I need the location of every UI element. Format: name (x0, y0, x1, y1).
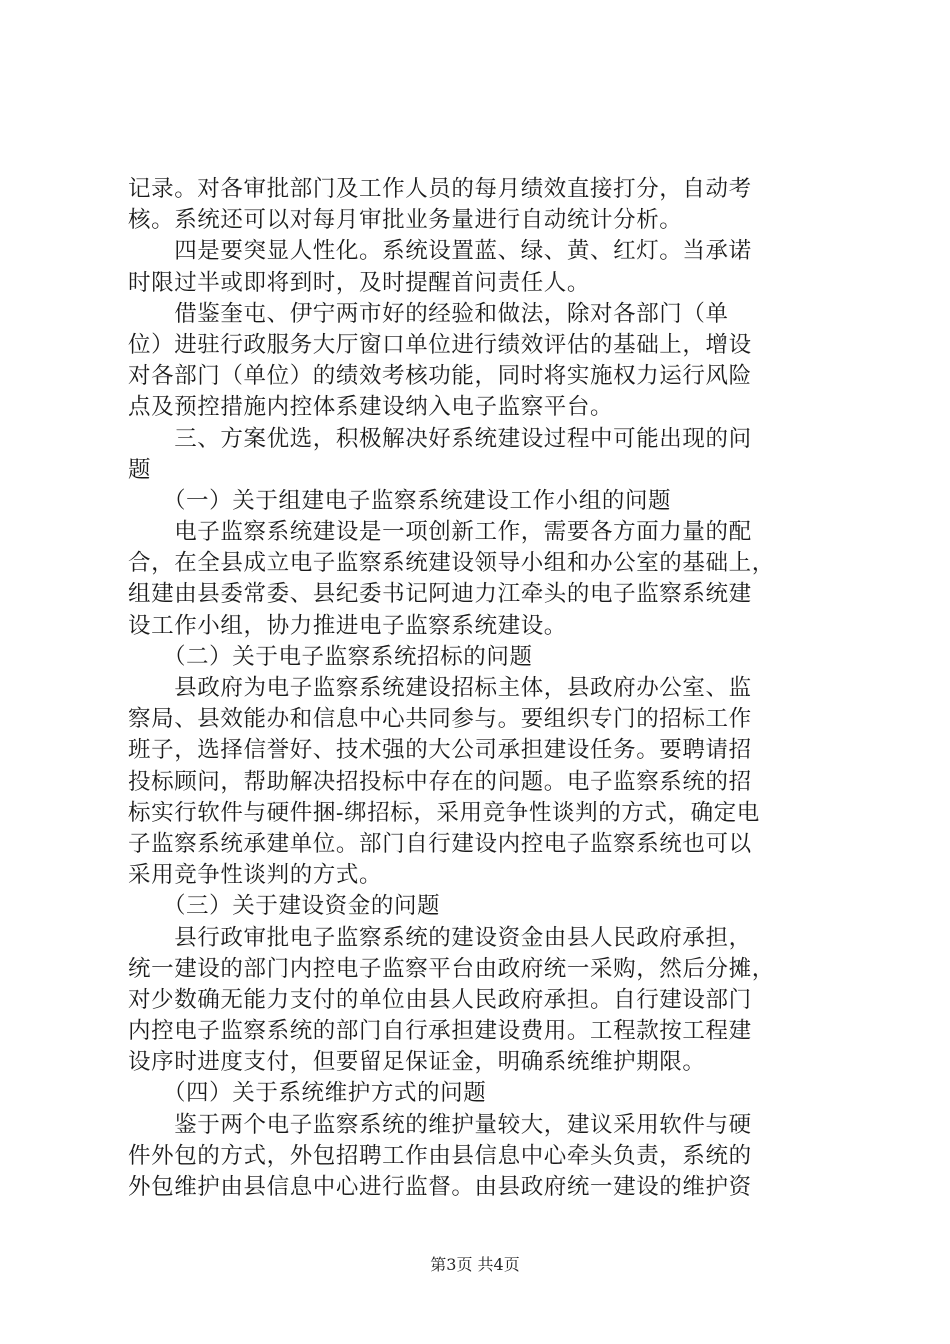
text-line: 三、方案优选，积极解决好系统建设过程中可能出现的问 (128, 425, 752, 452)
text-line: 借鉴奎屯、伊宁两市好的经验和做法，除对各部门（单 (128, 300, 729, 327)
text-line: 位）进驻行政服务大厅窗口单位进行绩效评估的基础上，增设 (128, 331, 752, 358)
text-line: 题 (128, 456, 152, 483)
text-line: 组建由县委常委、县纪委书记阿迪力江牵头的电子监察系统建 (128, 581, 752, 608)
text-line: 对各部门（单位）的绩效考核功能，同时将实施权力运行风险 (128, 363, 752, 390)
text-line: 采用竞争性谈判的方式。 (128, 862, 383, 889)
text-line: 件外包的方式，外包招聘工作由县信息中心牵头负责，系统的 (128, 1142, 752, 1169)
text-line: 设序时进度支付，但要留足保证金，明确系统维护期限。 (128, 1049, 706, 1076)
text-line: 标实行软件与硬件捆-绑招标，采用竞争性谈判的方式，确定电 (128, 799, 760, 826)
section-heading: （一）关于组建电子监察系统建设工作小组的问题 (128, 487, 672, 514)
section-heading: （三）关于建设资金的问题 (128, 893, 441, 920)
page-number-footer: 第3页 共4页 (430, 1255, 520, 1274)
text-line: 合，在全县成立电子监察系统建设领导小组和办公室的基础上， (128, 550, 775, 577)
section-heading: （二）关于电子监察系统招标的问题 (128, 643, 533, 670)
text-line: 统一建设的部门内控电子监察平台由政府统一采购，然后分摊， (128, 955, 775, 982)
text-line: 点及预控措施内控体系建设纳入电子监察平台。 (128, 394, 614, 421)
text-line: 班子，选择信誉好、技术强的大公司承担建设任务。要聘请招 (128, 737, 752, 764)
text-line: 投标顾问，帮助解决招投标中存在的问题。电子监察系统的招 (128, 768, 752, 795)
text-line: 察局、县效能办和信息中心共同参与。要组织专门的招标工作 (128, 706, 752, 733)
document-body (128, 174, 838, 1203)
text-line: 记录。对各审批部门及工作人员的每月绩效直接打分，自动考 (128, 176, 752, 202)
text-line: 子监察系统承建单位。部门自行建设内控电子监察系统也可以 (128, 830, 752, 857)
section-heading: （四）关于系统维护方式的问题 (128, 1080, 487, 1107)
text-line: 设工作小组，协力推进电子监察系统建设。 (128, 612, 567, 639)
text-line: 四是要突显人性化。系统设置蓝、绿、黄、红灯。当承诺 (128, 238, 752, 265)
text-line: 时限过半或即将到时，及时提醒首问责任人。 (128, 269, 591, 296)
text-line: 核。系统还可以对每月审批业务量进行自动统计分析。 (128, 207, 683, 234)
text-line: 对少数确无能力支付的单位由县人民政府承担。自行建设部门 (128, 986, 752, 1013)
text-line: 内控电子监察系统的部门自行承担建设费用。工程款按工程建 (128, 1018, 752, 1045)
text-line: 外包维护由县信息中心进行监督。由县政府统一建设的维护资 (128, 1174, 752, 1200)
text-line: 县行政审批电子监察系统的建设资金由县人民政府承担， (128, 924, 752, 951)
text-line: 县政府为电子监察系统建设招标主体，县政府办公室、监 (128, 675, 752, 701)
text-line: 电子监察系统建设是一项创新工作，需要各方面力量的配 (128, 519, 752, 546)
text-line: 鉴于两个电子监察系统的维护量较大，建议采用软件与硬 (128, 1111, 752, 1138)
